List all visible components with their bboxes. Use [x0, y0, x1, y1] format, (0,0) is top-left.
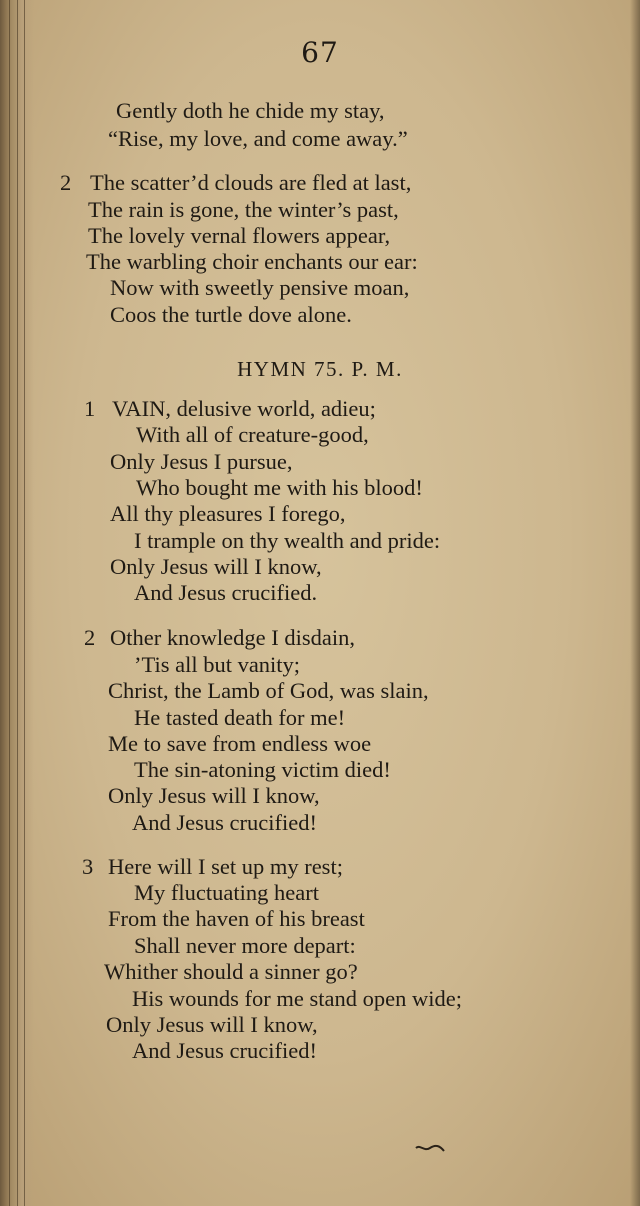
verse-line: The rain is gone, the winter’s past,: [88, 197, 399, 222]
verse-line: Whither should a sinner go?: [104, 959, 358, 984]
printers-mark-ornament: [414, 1142, 446, 1156]
verse-line: With all of creature-good,: [136, 422, 369, 447]
verse-line: And Jesus crucified!: [132, 810, 317, 835]
verse-number: 1: [84, 396, 96, 421]
gutter-line: [9, 0, 10, 1206]
verse-line: My fluctuating heart: [134, 880, 319, 905]
verse-line: Christ, the Lamb of God, was slain,: [108, 678, 429, 703]
verse-line: Only Jesus will I know,: [110, 554, 322, 579]
verse-line: ’Tis all but vanity;: [134, 652, 301, 677]
verse-line: Here will I set up my rest;: [108, 854, 343, 879]
verse-line: Gently doth he chide my stay,: [116, 98, 385, 123]
verse-number: 3: [82, 854, 94, 879]
verse-line: And Jesus crucified!: [132, 1038, 317, 1063]
verse-line: The lovely vernal flowers appear,: [88, 223, 391, 248]
verse-line: Only Jesus will I know,: [106, 1012, 318, 1037]
page-edge-shadow: [630, 0, 640, 1206]
verse-line: Shall never more depart:: [134, 933, 356, 958]
verse-line: The warbling choir enchants our ear:: [86, 249, 418, 274]
verse-line: His wounds for me stand open wide;: [132, 986, 462, 1011]
verse-line: I trample on thy wealth and pride:: [134, 528, 441, 553]
verse-line: Me to save from endless woe: [108, 731, 372, 756]
verse-line: And Jesus crucified.: [134, 580, 318, 605]
verse-line: “Rise, my love, and come away.”: [108, 126, 408, 151]
hymn-heading: HYMN 75. P. M.: [237, 357, 403, 381]
verse-line: VAIN, delusive world, adieu;: [112, 396, 376, 421]
verse-line: He tasted death for me!: [134, 705, 346, 730]
verse-line: The sin-atoning victim died!: [134, 757, 391, 782]
verse-line: The scatter’d clouds are fled at last,: [90, 170, 412, 195]
verse-number: 2: [60, 170, 72, 195]
verse-line: From the haven of his breast: [108, 906, 365, 931]
verse-number: 2: [84, 625, 96, 650]
verse-line: Only Jesus will I know,: [108, 783, 320, 808]
gutter-line: [24, 0, 25, 1206]
gutter-line: [17, 0, 18, 1206]
verse-line: Other knowledge I disdain,: [110, 625, 355, 650]
verse-line: Who bought me with his blood!: [136, 475, 423, 500]
verse-line: Only Jesus I pursue,: [110, 449, 293, 474]
verse-line: All thy pleasures I forego,: [110, 501, 346, 526]
verse-line: Coos the turtle dove alone.: [110, 302, 352, 327]
verse-line: Now with sweetly pensive moan,: [110, 275, 410, 300]
page-number: 67: [301, 36, 339, 69]
